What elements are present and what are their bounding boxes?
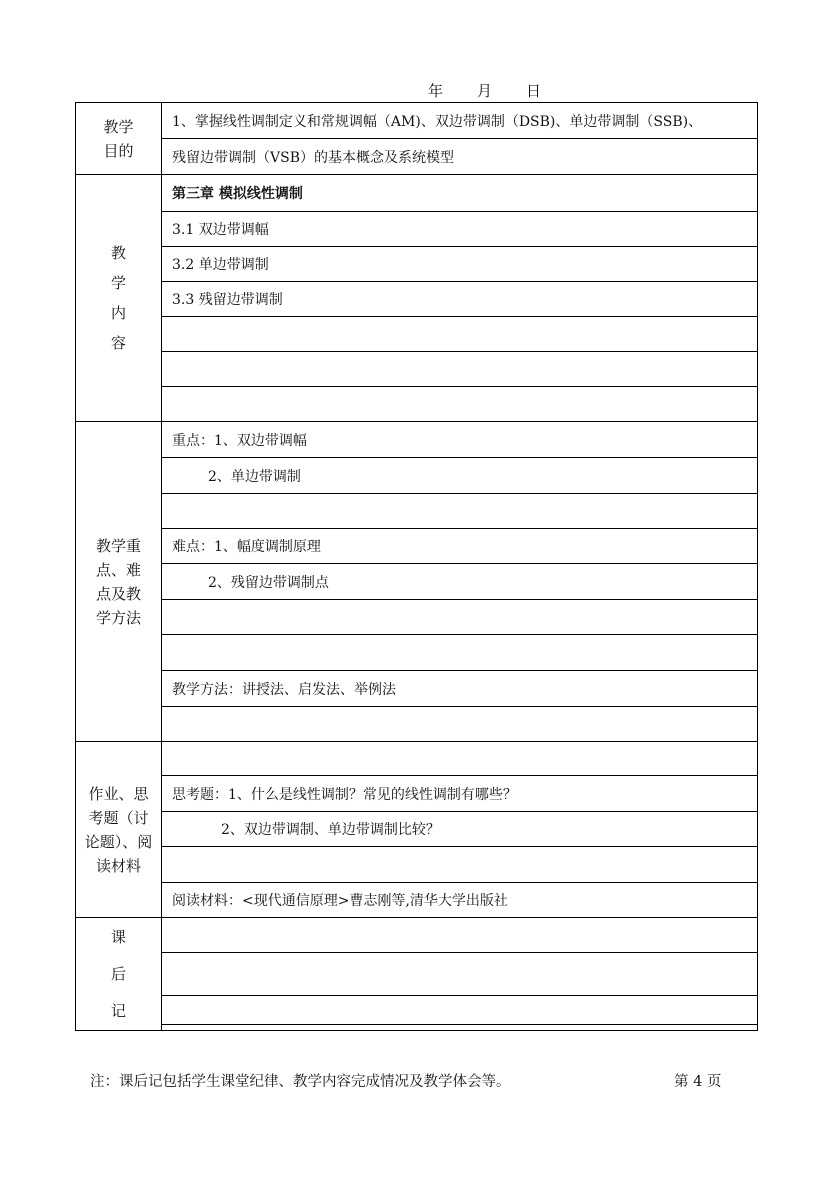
day-label: 日	[526, 82, 542, 100]
keypoints-line: 教学方法：讲授法、启发法、举例法	[161, 671, 757, 707]
month-label: 月	[477, 82, 493, 100]
keypoints-line	[161, 600, 757, 635]
content-line: 3.3 残留边带调制	[161, 282, 757, 317]
date-line	[428, 80, 575, 101]
afterclass-label-char: 记	[110, 1001, 126, 1020]
objective-label: 教学目的	[76, 103, 161, 175]
content-line	[161, 352, 757, 387]
content-label-char: 容	[110, 334, 126, 352]
content-line: 3.2 单边带调制	[161, 247, 757, 282]
afterclass-label-char: 课	[110, 927, 126, 946]
teaching-plan-table	[75, 102, 758, 1031]
keypoints-line: 重点：1、双边带调幅	[161, 422, 757, 458]
keypoints-line	[161, 635, 757, 671]
afterclass-line	[161, 953, 757, 996]
page-number: 第 4 页	[674, 1074, 722, 1090]
content-line	[161, 317, 757, 352]
keypoints-line: 2、残留边带调制点	[161, 564, 757, 600]
objective-line-2: 残留边带调制（VSB）的基本概念及系统模型	[161, 139, 757, 175]
afterclass-label	[76, 918, 161, 1030]
homework-line: 2、双边带调制、单边带调制比较？	[161, 812, 757, 847]
homework-line	[161, 742, 757, 776]
content-label	[76, 175, 161, 422]
afterclass-label-char: 后	[110, 964, 126, 983]
keypoints-line: 难点：1、幅度调制原理	[161, 529, 757, 564]
content-line: 3.1 双边带调幅	[161, 212, 757, 247]
content-chapter-title: 第三章 模拟线性调制	[161, 175, 757, 212]
year-label: 年	[428, 82, 444, 100]
content-label-char: 教	[110, 244, 126, 262]
afterclass-line	[161, 918, 757, 953]
homework-label: 作业、思考题（讨论题）、阅读材料	[76, 742, 161, 918]
homework-line: 思考题：1、什么是线性调制？常见的线性调制有哪些？	[161, 776, 757, 812]
homework-line	[161, 847, 757, 883]
keypoints-label: 教学重点、难点及教学方法	[76, 422, 161, 742]
keypoints-line	[161, 494, 757, 529]
homework-line: 阅读材料：<现代通信原理>曹志刚等,清华大学出版社	[161, 883, 757, 918]
afterclass-line	[161, 1025, 757, 1030]
objective-line-1: 1、掌握线性调制定义和常规调幅（AM)、双边带调制（DSB)、单边带调制（SSB)、	[161, 103, 757, 139]
keypoints-line: 2、单边带调制	[161, 458, 757, 494]
keypoints-line	[161, 707, 757, 742]
footer-note: 注：课后记包括学生课堂纪律、教学内容完成情况及教学体会等。	[90, 1074, 511, 1090]
content-label-char: 内	[110, 304, 126, 322]
content-label-char: 学	[110, 274, 126, 292]
afterclass-line	[161, 996, 757, 1025]
content-line	[161, 387, 757, 422]
